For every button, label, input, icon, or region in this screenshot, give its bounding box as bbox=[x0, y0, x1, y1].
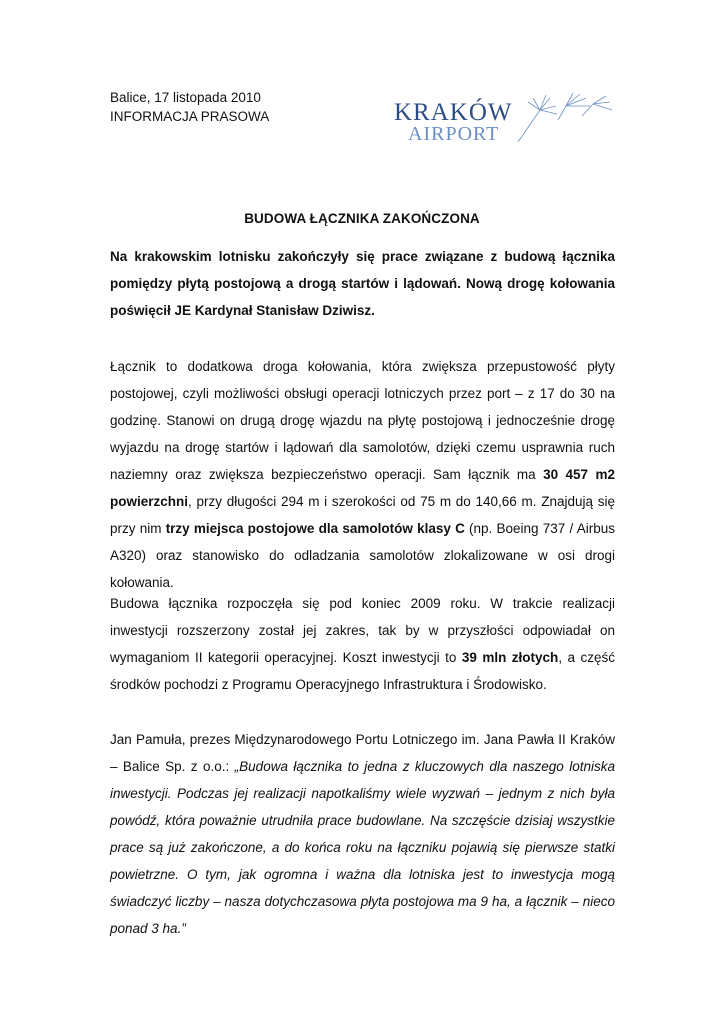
dandelion-seeds-graphic bbox=[518, 93, 612, 142]
logo-text-krakow: KRAKÓW bbox=[394, 99, 513, 126]
p2-bold-cost: 39 mln złotych bbox=[461, 650, 559, 665]
document-type: INFORMACJA PRASOWA bbox=[110, 109, 270, 124]
paragraph-3 bbox=[110, 726, 615, 942]
p3-text-1: Jan Pamuła, prezes Międzynarodowego Portu Lotniczego im. Jana Pawła II Kraków – Balice Sp. z o.o.: bbox=[110, 732, 615, 774]
header-block bbox=[110, 88, 269, 126]
date-line: Balice, 17 listopada 2010 bbox=[110, 90, 261, 105]
p3-quote: „Budowa łącznika to jedna z kluczowych dla naszego lotniska inwestycji. Podczas jej realizacji napotkaliśmy wiele wyzwań – jednym z nich była powódź, która poważnie utrudniła prace budowlane. Na szczęście dzisiaj wszystkie prace są już zakończone, a do końca roku na łączniku pojawią się pierwsze statki powietrzne. O tym, jak ogromna i ważna dla lotniska jest to inwestycja mogą świadczyć liczby – nasza dotychczasowa płyta postojowa ma 9 ha, a łącznik – nieco ponad 3 ha.” bbox=[110, 759, 615, 936]
logo-text-airport: AIRPORT bbox=[408, 123, 500, 145]
krakow-airport-logo bbox=[390, 92, 620, 162]
paragraph-2 bbox=[110, 590, 615, 698]
p1-text-1: Łącznik to dodatkowa droga kołowania, która zwiększa przepustowość płyty postojowej, czyli możliwości obsługi operacji lotniczych przez port – z 17 do 30 na godzinę. Stanowi on drugą drogę wjazdu na płytę postojową i jednocześnie drogę wyjazdu na drogę startów i lądowań dla samolotów, dzięki czemu usprawnia ruch naziemny oraz zwiększa bezpieczeństwo operacji. Sam łącznik ma bbox=[110, 359, 615, 482]
p1-bold-area: 30 457 m2 powierzchni bbox=[110, 467, 616, 509]
p2-text-1: Budowa łącznika rozpoczęła się pod koniec 2009 roku. W trakcie realizacji inwestycji rozszerzony został jej zakres, tak by w przyszłości odpowiadał on wymaganiom II kategorii operacyjnej. Koszt inwestycji to bbox=[110, 596, 615, 665]
p2-text-2: , a część środków pochodzi z Programu Operacyjnego Infrastruktura i Środowisko. bbox=[110, 650, 615, 692]
p1-text-3: (np. Boeing 737 / Airbus A320) oraz stanowisko do odladzania samolotów zlokalizowane w osi drogi kołowania. bbox=[110, 521, 615, 590]
p1-bold-stands: trzy miejsca postojowe dla samolotów klasy C bbox=[165, 521, 465, 536]
press-release-title: BUDOWA ŁĄCZNIKA ZAKOŃCZONA bbox=[244, 211, 480, 226]
p1-text-2: , przy długości 294 m i szerokości od 75 m do 140,66 m. Znajdują się przy nim bbox=[110, 494, 615, 536]
lead-paragraph: Na krakowskim lotnisku zakończyły się prace związane z budową łącznika pomiędzy płytą postojową a drogą startów i lądowań. Nową drogę kołowania poświęcił JE Kardynał Stanisław Dziwisz. bbox=[110, 249, 615, 318]
paragraph-1 bbox=[110, 353, 615, 596]
